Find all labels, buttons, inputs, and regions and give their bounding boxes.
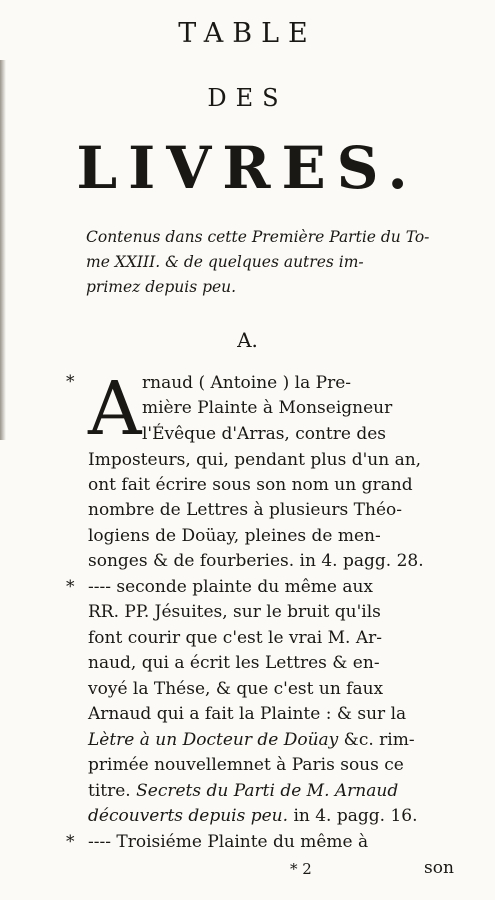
entry-marker: * (66, 577, 75, 597)
entry-line: voyé la Thése, & que c'est un faux (88, 679, 384, 699)
entry-line: Imposteurs, qui, pendant plus d'un an, (88, 450, 422, 470)
entry-line (88, 730, 415, 750)
entry-line: logiens de Doüay, pleines de men- (88, 526, 381, 546)
entry-line: l'Évêque d'Arras, contre des (142, 424, 387, 444)
entry-line (88, 806, 418, 826)
entry-text: in 4. pagg. 16. (288, 806, 418, 826)
entry-line: naud, qui a écrit les Lettres & en- (88, 653, 380, 673)
title-line-2: DES (207, 84, 288, 112)
entry-marker: * (66, 372, 75, 392)
entry-line (88, 781, 398, 801)
entry-line: ---- Troisiéme Plainte du même à (88, 832, 369, 852)
entry-line: RR. PP. Jésuites, sur le bruit qu'ils (88, 602, 381, 622)
signature-mark: * 2 (290, 860, 312, 878)
entry-marker: * (66, 832, 75, 852)
page-edge-shadow (0, 60, 6, 440)
catchword: son (424, 858, 454, 878)
entry-title-italic: Secrets du Parti de M. Arnaud (136, 781, 399, 801)
title-line-3: LIVRES. (76, 134, 419, 202)
subtitle-line-1: Contenus dans cette Première Partie du To- (86, 228, 430, 246)
entry-line: songes & de fourberies. in 4. pagg. 28. (88, 551, 424, 571)
entry-text: titre. (88, 781, 137, 801)
subtitle-line-2: me XXIII. & de quelques autres im- (86, 253, 364, 271)
entry-text: &c. rim- (338, 730, 415, 750)
entry-line: Arnaud qui a fait la Plainte : & sur la (88, 704, 407, 724)
entry-line: font courir que c'est le vrai M. Ar- (88, 628, 382, 648)
drop-cap: A (88, 366, 142, 452)
entry-line: nombre de Lettres à plusieurs Théo- (88, 500, 403, 520)
entry-title-italic: Lètre à un Docteur de Doüay (88, 730, 339, 750)
entry-line: ---- seconde plainte du même aux (88, 577, 374, 597)
entry-line: ont fait écrire sous son nom un grand (88, 475, 413, 495)
entry-line: mière Plainte à Monseigneur (142, 398, 393, 418)
entry-line: rnaud ( Antoine ) la Pre- (142, 373, 352, 393)
entry-title-italic: découverts depuis peu. (88, 806, 289, 826)
section-letter: A. (237, 328, 258, 352)
entry-line: primée nouvellemnet à Paris sous ce (88, 755, 404, 775)
title-line-1: TABLE (178, 18, 317, 49)
subtitle-line-3: primez depuis peu. (86, 278, 237, 296)
